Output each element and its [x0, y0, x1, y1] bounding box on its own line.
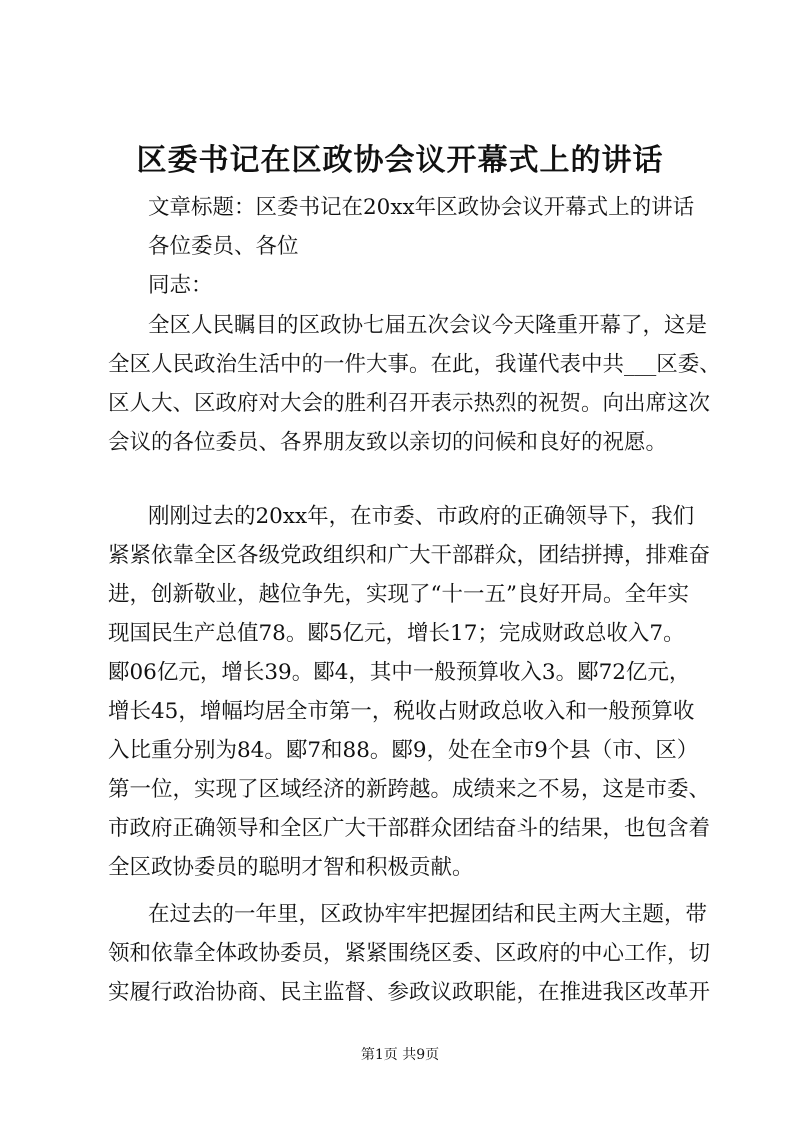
salutation-line: 同志：	[148, 273, 213, 298]
paragraph-line: 进，创新敬业，越位争先，实现了“十一五”良好开局。全年实	[108, 582, 689, 607]
paragraph-line: 在过去的一年里，区政协牢牢把握团结和民主两大主题，带	[148, 902, 708, 927]
paragraph-line: 入比重分别为84。郾7和88。郾9，处在全市9个县（市、区）	[108, 738, 699, 763]
paragraph-line: 增长45，增幅均居全市第一，税收占财政总收入和一般预算收	[108, 699, 695, 724]
article-title-line: 文章标题：区委书记在20xx年区政协会议开幕式上的讲话	[148, 195, 695, 220]
paragraph-line: 区人大、区政府对大会的胜利召开表示热烈的祝贺。向出席这次	[108, 391, 711, 416]
paragraph-line: 实履行政治协商、民主监督、参政议政职能，在推进我区改革开	[108, 980, 711, 1005]
paragraph-line: 刚刚过去的20xx年，在市委、市政府的正确领导下，我们	[148, 504, 695, 529]
paragraph-line: 全区政协委员的聪明才智和积极贡献。	[108, 855, 474, 880]
paragraph-line: 全区人民瞩目的区政协七届五次会议今天隆重开幕了，这是	[148, 313, 708, 338]
salutation-line: 各位委员、各位	[148, 234, 299, 259]
paragraph-line: 会议的各位委员、各界朋友致以亲切的问候和良好的祝愿。	[108, 430, 668, 455]
paragraph-line: 紧紧依靠全区各级党政组织和广大干部群众，团结拼搏，排难奋	[108, 543, 711, 568]
paragraph-line: 市政府正确领导和全区广大干部群众团结奋斗的结果，也包含着	[108, 816, 711, 841]
paragraph-line: 第一位，实现了区域经济的新跨越。成绩来之不易，这是市委、	[108, 777, 711, 802]
paragraph-line: 现国民生产总值78。郾5亿元，增长17；完成财政总收入7。	[108, 621, 685, 646]
paragraph-line: 领和依靠全体政协委员，紧紧围绕区委、区政府的中心工作，切	[108, 941, 711, 966]
page-number-footer: 第1页 共9页	[360, 1047, 440, 1063]
paragraph-line: 郾06亿元，增长39。郾4，其中一般预算收入3。郾72亿元，	[108, 660, 691, 685]
paragraph-line: 全区人民政治生活中的一件大事。在此，我谨代表中共___区委、	[108, 352, 721, 377]
document-title: 区委书记在区政协会议开幕式上的讲话	[136, 143, 664, 178]
